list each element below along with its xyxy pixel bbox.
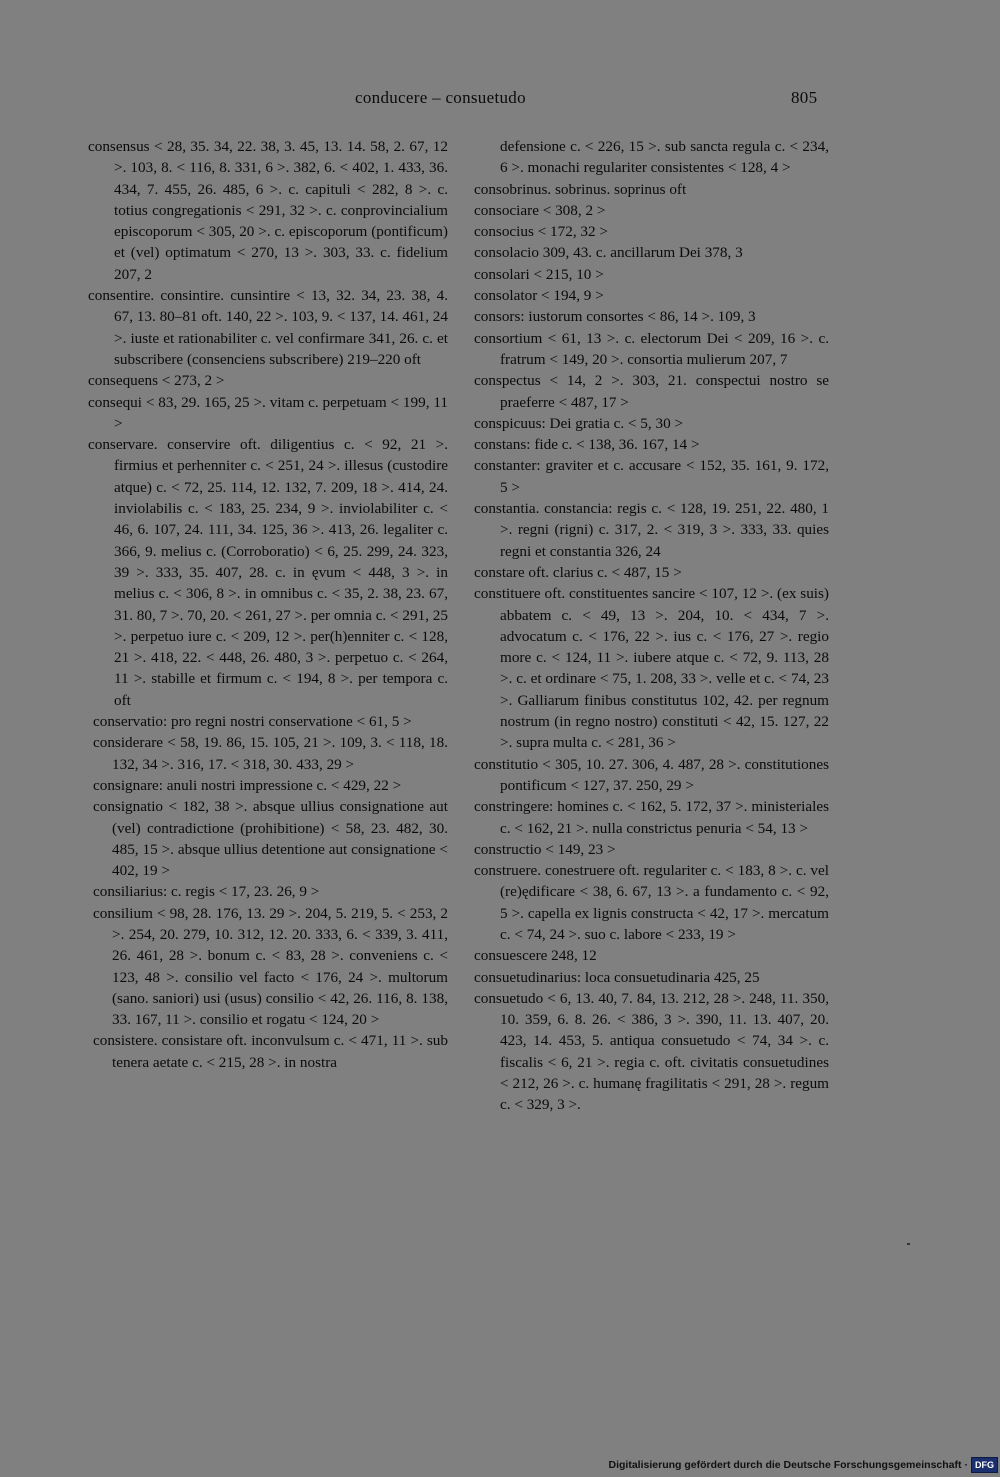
index-entry-consociare: consociare < 308, 2 > <box>474 201 606 219</box>
index-entry-constanter: constanter: graviter et c. accusare < 152, 35. 161, 9. 172, 5 > <box>474 457 829 496</box>
page-number: 805 <box>791 88 818 107</box>
index-entry-consistere: consistere. consistare oft. inconvulsum c. < 471, 11 >. sub tenera aetate c. < 215, 28 >. in nostra <box>93 1032 448 1071</box>
index-entry-consensus: consensus < 28, 35. 34, 22. 38, 3. 45, 13. 14. 58, 2. 67, 12 >. 103, 8. < 116, 8. 331, 6 >. 382, 6. < 402, 1. 433, 36. 434, 7. 455, 26. 485, 6 >. c. capituli < 282, 8 >. c. totius congregationis < 291, 32 >. c. conprovincialium episcoporum < 305, 20 >. c. episcoporum (pontificum) et (vel) optimatum < 270, 13 >. 303, 33. c. fidelium 207, 2 <box>88 138 448 283</box>
index-entry-constare: constare oft. clarius c. < 487, 15 > <box>474 563 682 581</box>
index-entry-consolator: consolator < 194, 9 > <box>474 287 604 305</box>
index-entry-constituere: constituere oft. constituentes sancire < 107, 12 >. (ex suis) abbatem c. < 49, 13 >. 204, 10. < 434, 7 >. advocatum c. < 176, 22 >. ius c. < 176, 27 >. regio more c. < 124, 11 >. iubere atque c. < 72, 9. 113, 28 >. c. et ordinare < 75, 1. 208, 33 >. velle et c. < 74, 23 >. Galliarum finibus constitutus 102, 42. per regnum nostrum (in regno nostro) constituti < 42, 15. 127, 22 >. supra multa c. < 281, 36 > <box>474 585 829 752</box>
index-entry-constantia: constantia. constancia: regis c. < 128, 19. 251, 22. 480, 1 >. regni (rigni) c. 317, 2. < 319, 3 >. 333, 33. quies regni et constantia 326, 24 <box>474 500 829 560</box>
index-entry-consiliarius: consiliarius: c. regis < 17, 23. 26, 9 > <box>93 883 320 901</box>
index-entry-consuescere: consuescere 248, 12 <box>474 947 597 965</box>
index-entry-constringere: constringere: homines c. < 162, 5. 172, 37 >. ministeriales c. < 162, 21 >. nulla constrictus penuria < 54, 13 > <box>474 798 829 837</box>
index-entry-constans: constans: fide c. < 138, 36. 167, 14 > <box>474 436 700 454</box>
right-column <box>474 136 829 1116</box>
footer-separator: · <box>964 1459 968 1471</box>
index-entry-constitutio: constitutio < 305, 10. 27. 306, 4. 487, 28 >. constitutiones pontificum < 127, 37. 250, 29 > <box>474 755 829 794</box>
index-entry-conspectus: conspectus < 14, 2 >. 303, 21. conspectui nostro se praeferre < 487, 17 > <box>474 372 829 411</box>
index-entry-consignatio: consignatio < 182, 38 >. absque ullius consignatione aut (vel) contradictione (prohibitione) < 58, 23. 482, 30. 485, 15 >. absque ullius detentione aut consignatione < 402, 19 > <box>93 798 448 880</box>
digitization-footer <box>609 1457 1000 1473</box>
index-entry-construere: construere. conestruere oft. regulariter c. < 183, 8 >. c. vel (re)ędificare < 38, 6. 67, 13 >. a fundamento c. < 92, 5 >. capella ex lignis constructa < 42, 17 >. mercatum c. < 74, 24 >. suo c. labore < 233, 19 > <box>474 862 829 943</box>
index-entry-consilium: consilium < 98, 28. 176, 13. 29 >. 204, 5. 219, 5. < 253, 2 >. 254, 20. 279, 10. 312, 12. 20. 333, 6. < 339, 3. 411, 26. 461, 28 >. bonum c. < 83, 28 >. conveniens c. < 123, 48 >. consilio vel facto < 176, 24 >. multorum (sano. saniori) usi (usus) consilio < 42, 26. 116, 8. 138, 33. 167, 11 >. consilio et rogatu < 124, 20 > <box>93 904 448 1029</box>
index-entry-considerare: considerare < 58, 19. 86, 15. 105, 21 >. 109, 3. < 118, 18. 132, 34 >. 316, 17. < 318, 30. 433, 29 > <box>93 734 448 773</box>
left-column <box>88 136 448 1073</box>
index-entry-consortium: consortium < 61, 13 >. c. electorum Dei < 209, 16 >. c. fratrum < 149, 20 >. consortia mulierum 207, 7 <box>474 329 829 368</box>
index-entry-conspicuus: conspicuus: Dei gratia c. < 5, 30 > <box>474 414 684 432</box>
index-entry-consuetudinarius: consuetudinarius: loca consuetudinaria 425, 25 <box>474 968 760 986</box>
footer-credit-text: Digitalisierung gefördert durch die Deutsche Forschungsgemeinschaft <box>608 1459 962 1471</box>
index-entry-consolacio: consolacio 309, 43. c. ancillarum Dei 378, 3 <box>474 244 743 262</box>
index-entry-consolari: consolari < 215, 10 > <box>474 265 604 283</box>
index-entry-consocius: consocius < 172, 32 > <box>474 223 608 241</box>
index-entry-consuetudo: consuetudo < 6, 13. 40, 7. 84, 13. 212, 28 >. 248, 11. 350, 10. 359, 6. 8. 26. < 386, 3 >. 390, 11. 13. 407, 20. 423, 14. 453, 5. antiqua consuetudo < 74, 34 >. c. fiscalis < 6, 21 >. regia c. oft. civitatis consuetudines < 212, 26 >. c. humanę fragilitatis < 291, 28 >. regum c. < 329, 3 >. <box>474 989 829 1114</box>
index-entry-consequens: consequens < 273, 2 > <box>88 372 225 390</box>
index-entry-constructio: constructio < 149, 23 > <box>474 840 616 858</box>
index-entry-conservatio: conservatio: pro regni nostri conservatione < 61, 5 > <box>93 713 412 731</box>
index-entry-consignare: consignare: anuli nostri impressione c. < 429, 22 > <box>93 776 402 794</box>
scan-speck <box>907 1243 910 1245</box>
dfg-logo: DFG <box>971 1457 998 1473</box>
index-entry-consequi: consequi < 83, 29. 165, 25 >. vitam c. perpetuam < 199, 11 > <box>88 393 448 432</box>
index-entry-continuation: defensione c. < 226, 15 >. sub sancta regula c. < 234, 6 >. monachi regulariter consistentes < 128, 4 > <box>500 138 829 177</box>
index-entry-consentire: consentire. consintire. cunsintire < 13, 32. 34, 23. 38, 4. 67, 13. 80–81 oft. 140, 22 >. 103, 9. < 137, 14. 461, 24 >. iuste et rationabiliter c. vel confirmare 341, 26. c. et subscribere (consenciens subscribere) 219–220 oft <box>88 287 448 368</box>
running-head <box>0 88 1000 112</box>
index-entry-consors: consors: iustorum consortes < 86, 14 >. 109, 3 <box>474 308 756 326</box>
index-entry-conservare: conservare. conservire oft. diligentius c. < 92, 21 >. firmius et perhenniter c. < 251, 24 >. illesus (custodire atque) c. < 72, 25. 114, 12. 132, 7. 209, 18 >. 414, 24. inviolabilis c. < 183, 25. 234, 9 >. inviolabiliter c. < 46, 6. 107, 24. 111, 34. 125, 36 >. 413, 26. legaliter c. 366, 9. melius c. (Corroboratio) < 6, 25. 299, 24. 323, 39 >. 333, 35. 407, 28. c. in ęvum < 448, 3 >. in melius c. < 306, 8 >. in omnibus c. < 35, 2. 38, 23. 67, 31. 80, 7 >. 70, 20. < 261, 27 >. per omnia c. < 291, 25 >. perpetuo iure c. < 209, 12 >. per(h)enniter c. < 128, 21 >. 418, 22. < 448, 26. 480, 3 >. perpetuo c. < 264, 11 >. stabille et firmum c. < 194, 8 >. per tempora c. oft <box>88 436 448 709</box>
page-title: conducere – consuetudo <box>355 88 526 107</box>
index-entry-consobrinus: consobrinus. sobrinus. soprinus oft <box>474 180 687 198</box>
